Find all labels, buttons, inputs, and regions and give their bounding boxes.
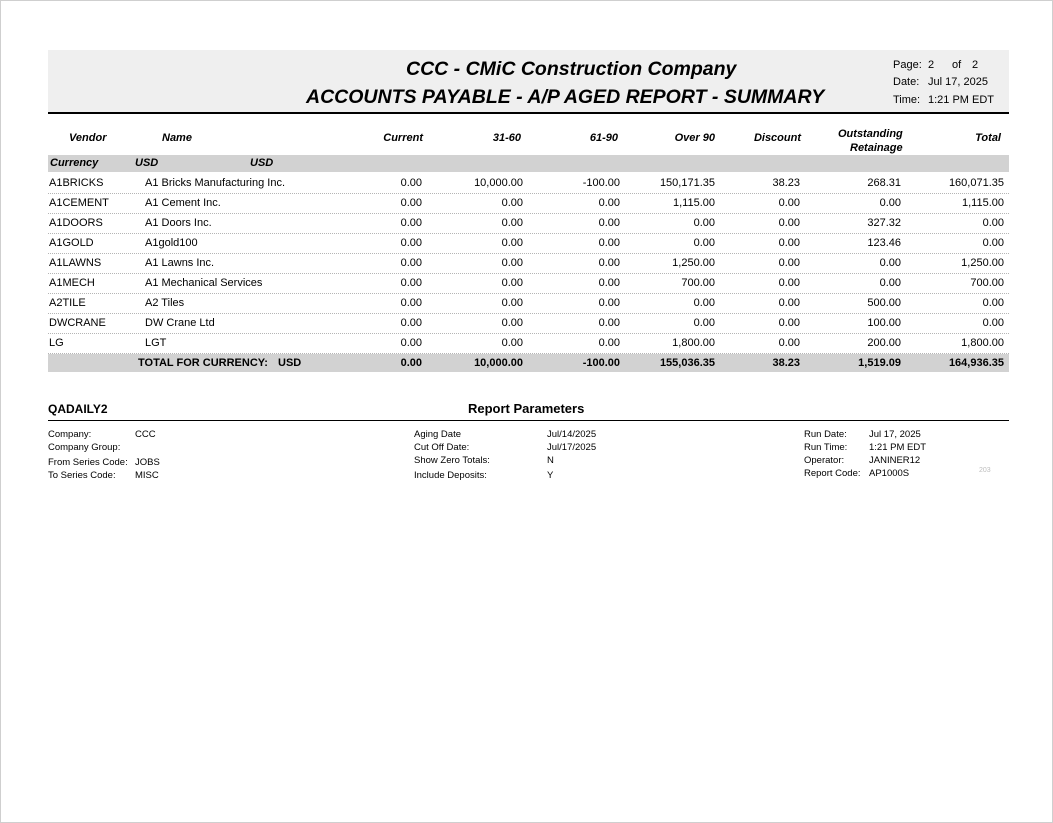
31-60-cell: 10,000.00	[474, 177, 523, 189]
table-row	[48, 193, 1009, 214]
discount-cell: 38.23	[772, 177, 800, 189]
param-label: Include Deposits:	[414, 470, 487, 481]
discount-cell: 0.00	[778, 197, 800, 209]
table-row	[48, 253, 1009, 274]
61-90-cell: 0.00	[598, 217, 620, 229]
vendor-name: A1 Cement Inc.	[145, 197, 221, 209]
over-90-cell: 0.00	[693, 297, 715, 309]
table-row	[48, 313, 1009, 334]
vendor-code: A1CEMENT	[49, 197, 109, 209]
total-cell: 0.00	[982, 237, 1004, 249]
over-90-cell: 1,800.00	[672, 337, 715, 349]
vendor-name: LGT	[145, 337, 167, 349]
total-cell: 1,800.00	[961, 337, 1004, 349]
total-retainage: 1,519.09	[858, 357, 901, 369]
61-90-cell: 0.00	[598, 257, 620, 269]
vendor-name: A1 Lawns Inc.	[145, 257, 215, 269]
retainage-cell: 123.46	[867, 237, 901, 249]
col-31-60: 31-60	[492, 132, 521, 144]
31-60-cell: 0.00	[501, 257, 523, 269]
total-cell: 1,250.00	[961, 257, 1004, 269]
total-cell: 1,115.00	[961, 197, 1004, 209]
col-retainage-line2: Retainage	[850, 142, 903, 154]
param-label: Company Group:	[48, 442, 121, 453]
discount-cell: 0.00	[778, 237, 800, 249]
report-id: QADAILY2	[48, 402, 108, 416]
31-60-cell: 0.00	[501, 197, 523, 209]
discount-cell: 0.00	[778, 337, 800, 349]
currency-code: USD	[135, 157, 159, 169]
param-label: Operator:	[804, 455, 845, 466]
total-31-60: 10,000.00	[474, 357, 523, 369]
discount-cell: 0.00	[778, 317, 800, 329]
params-title: Report Parameters	[468, 401, 585, 416]
over-90-cell: 0.00	[693, 237, 715, 249]
table-row	[48, 173, 1009, 194]
vendor-code: A1GOLD	[49, 237, 94, 249]
vendor-code: A2TILE	[49, 297, 86, 309]
61-90-cell: 0.00	[598, 277, 620, 289]
param-label: Show Zero Totals:	[414, 455, 490, 466]
total-61-90: -100.00	[582, 357, 620, 369]
param-value: Jul/14/2025	[547, 429, 597, 440]
date-value: Jul 17, 2025	[928, 76, 988, 88]
currency-band	[48, 155, 1009, 172]
total-discount: 38.23	[772, 357, 800, 369]
page-number: 2	[928, 59, 935, 71]
discount-cell: 0.00	[778, 257, 800, 269]
vendor-name: A2 Tiles	[145, 297, 185, 309]
31-60-cell: 0.00	[501, 237, 523, 249]
61-90-cell: 0.00	[598, 297, 620, 309]
table-row	[48, 293, 1009, 314]
61-90-cell: 0.00	[598, 337, 620, 349]
vendor-code: A1DOORS	[49, 217, 103, 229]
retainage-cell: 0.00	[879, 257, 901, 269]
current-cell: 0.00	[400, 257, 422, 269]
param-label: From Series Code:	[48, 457, 128, 468]
col-current: Current	[383, 132, 423, 144]
31-60-cell: 0.00	[501, 217, 523, 229]
param-label: Run Date:	[804, 429, 847, 440]
current-cell: 0.00	[400, 197, 422, 209]
current-cell: 0.00	[400, 177, 422, 189]
total-over-90: 155,036.35	[659, 357, 715, 369]
param-value: CCC	[135, 429, 156, 440]
table-row	[48, 273, 1009, 294]
current-cell: 0.00	[400, 297, 422, 309]
param-value: Jul/17/2025	[547, 442, 597, 453]
vendor-name: A1 Mechanical Services	[145, 277, 263, 289]
col-retainage-line1: Outstanding	[838, 128, 903, 140]
31-60-cell: 0.00	[501, 297, 523, 309]
totals-label: TOTAL FOR CURRENCY:	[138, 357, 268, 369]
61-90-cell: 0.00	[598, 197, 620, 209]
vendor-name: DW Crane Ltd	[145, 317, 215, 329]
grand-total: 164,936.35	[948, 357, 1004, 369]
retainage-cell: 100.00	[867, 317, 901, 329]
vendor-code: A1LAWNS	[49, 257, 102, 269]
table-row	[48, 333, 1009, 354]
over-90-cell: 150,171.35	[659, 177, 715, 189]
vendor-name: A1gold100	[145, 237, 198, 249]
report-title: ACCOUNTS PAYABLE - A/P AGED REPORT - SUMMARY	[306, 86, 825, 108]
time-label: Time:	[893, 94, 921, 106]
retainage-cell: 268.31	[867, 177, 901, 189]
date-label: Date:	[893, 76, 920, 88]
retainage-cell: 0.00	[879, 277, 901, 289]
vendor-name: A1 Doors Inc.	[145, 217, 212, 229]
param-label: Company:	[48, 429, 92, 440]
totals-row	[48, 354, 1009, 372]
param-value: MISC	[135, 470, 159, 481]
vendor-name: A1 Bricks Manufacturing Inc.	[145, 177, 286, 189]
current-cell: 0.00	[400, 277, 422, 289]
61-90-cell: 0.00	[598, 317, 620, 329]
param-value: Jul 17, 2025	[869, 429, 921, 440]
page-label: Page:	[893, 59, 922, 71]
discount-cell: 0.00	[778, 217, 800, 229]
param-label: Cut Off Date:	[414, 442, 470, 453]
totals-currency: USD	[278, 357, 302, 369]
param-label: Report Code:	[804, 468, 861, 479]
vendor-code: LG	[49, 337, 64, 349]
vendor-code: A1MECH	[49, 277, 95, 289]
current-cell: 0.00	[400, 317, 422, 329]
col-61-90: 61-90	[589, 132, 618, 144]
table-row	[48, 233, 1009, 254]
param-label: Aging Date	[414, 429, 462, 440]
vendor-code: DWCRANE	[49, 317, 106, 329]
retainage-cell: 500.00	[867, 297, 901, 309]
table-row	[48, 213, 1009, 234]
col-over-90: Over 90	[674, 132, 715, 144]
31-60-cell: 0.00	[501, 337, 523, 349]
vendor-code: A1BRICKS	[49, 177, 104, 189]
total-cell: 0.00	[982, 317, 1004, 329]
param-value: AP1000S	[869, 468, 910, 479]
col-vendor: Vendor	[69, 132, 107, 144]
31-60-cell: 0.00	[501, 317, 523, 329]
total-cell: 700.00	[970, 277, 1004, 289]
currency-code-2: USD	[250, 157, 274, 169]
over-90-cell: 0.00	[693, 217, 715, 229]
31-60-cell: 0.00	[501, 277, 523, 289]
discount-cell: 0.00	[778, 277, 800, 289]
retainage-cell: 327.32	[867, 217, 901, 229]
total-current: 0.00	[400, 357, 422, 369]
61-90-cell: 0.00	[598, 237, 620, 249]
param-label: Run Time:	[804, 442, 848, 453]
over-90-cell: 1,115.00	[672, 197, 715, 209]
time-value: 1:21 PM EDT	[928, 94, 995, 106]
current-cell: 0.00	[400, 337, 422, 349]
page-total: 2	[972, 59, 979, 71]
param-value: Y	[547, 470, 554, 481]
current-cell: 0.00	[400, 237, 422, 249]
retainage-cell: 200.00	[867, 337, 901, 349]
total-cell: 0.00	[982, 297, 1004, 309]
param-value: 1:21 PM EDT	[869, 442, 927, 453]
total-cell: 160,071.35	[948, 177, 1004, 189]
col-discount: Discount	[753, 132, 801, 144]
col-name: Name	[162, 132, 192, 144]
total-cell: 0.00	[982, 217, 1004, 229]
param-value: JOBS	[135, 457, 160, 468]
small-code: 203	[979, 467, 991, 474]
param-label: To Series Code:	[48, 470, 116, 481]
of-label: of	[952, 59, 962, 71]
over-90-cell: 0.00	[693, 317, 715, 329]
over-90-cell: 700.00	[681, 277, 715, 289]
61-90-cell: -100.00	[582, 177, 620, 189]
params-divider	[48, 420, 1009, 421]
discount-cell: 0.00	[778, 297, 800, 309]
over-90-cell: 1,250.00	[672, 257, 715, 269]
company-title: CCC - CMiC Construction Company	[406, 58, 737, 80]
col-total: Total	[975, 132, 1001, 144]
currency-label: Currency	[50, 157, 99, 169]
report-header	[48, 50, 1009, 114]
param-value: JANINER12	[869, 455, 921, 466]
param-value: N	[547, 455, 554, 466]
retainage-cell: 0.00	[879, 197, 901, 209]
current-cell: 0.00	[400, 217, 422, 229]
